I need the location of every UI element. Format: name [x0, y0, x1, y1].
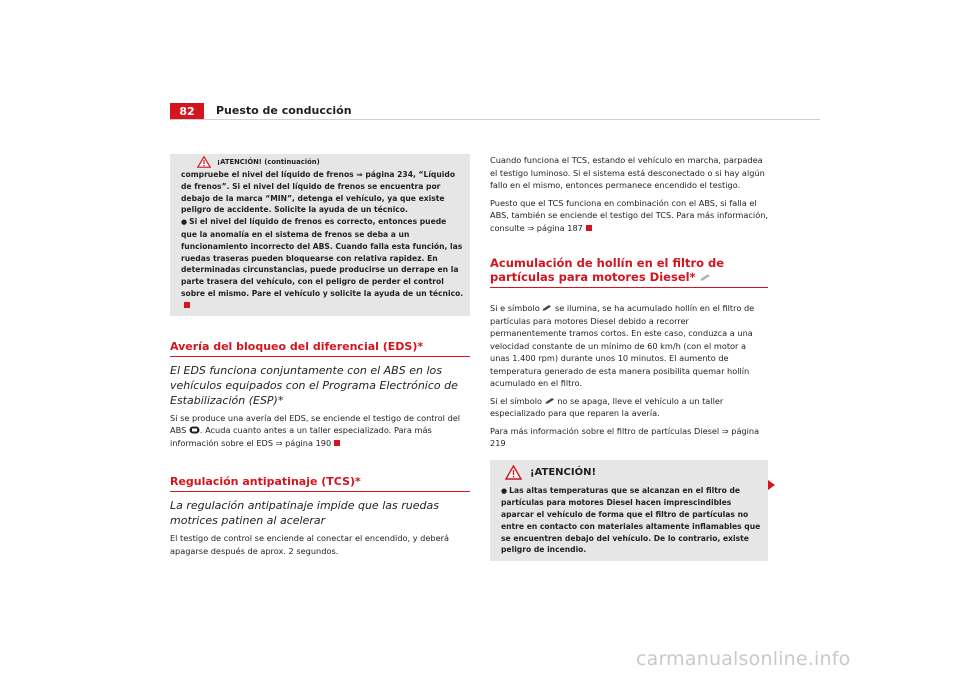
- header-divider: [170, 119, 820, 120]
- diesel-p3: Para más información sobre el filtro de partículas Diesel ⇒ página 219: [490, 425, 760, 448]
- right-column: [490, 154, 768, 561]
- page-number: 82: [170, 103, 204, 120]
- diesel-particulate-filter-icon: [542, 304, 552, 311]
- section-end-icon: [334, 440, 340, 446]
- left-column: [170, 154, 470, 557]
- tcs-heading: Regulación antipatinaje (TCS)*: [170, 475, 470, 492]
- warning-continued-heading: ¡ATENCIÓN! (continuación): [217, 157, 320, 166]
- eds-intro: El EDS funciona conjuntamente con el ABS en los vehículos equipados con el Programa Electrónico de Estabilización (ESP)*: [170, 363, 458, 407]
- warning-triangle-icon: [197, 156, 211, 168]
- eds-body-a: Si se produce una avería del EDS, se enciende el testigo de control del ABS: [170, 412, 461, 436]
- diesel-particulate-filter-icon: [700, 273, 711, 281]
- diesel-p2-a: Si el símbolo: [490, 395, 542, 406]
- eds-heading: Avería del bloqueo del diferencial (EDS)*: [170, 340, 470, 357]
- diesel-p1-a: Si e símbolo: [490, 303, 540, 313]
- section-end-icon: [184, 302, 190, 308]
- watermark: carmanualsonline.info: [636, 648, 851, 670]
- warning-body: [501, 485, 762, 557]
- warning-triangle-icon: [505, 465, 522, 480]
- diesel-particulate-filter-icon: [545, 397, 555, 404]
- diesel-p2-b: no se apaga, lleve el vehículo a un taller especializado para que reparen la avería.: [490, 395, 724, 418]
- bullet-icon: ●: [181, 218, 188, 227]
- section-end-icon: [586, 225, 592, 231]
- diesel-heading: [490, 256, 768, 288]
- tcs-cont-p1: Cuando funciona el TCS, estando el vehículo en marcha, parpadea el testigo luminoso. Si el sistema está desconectado o si hay algún fallo en el mismo, entonces permanece encendido el testigo.: [490, 155, 765, 190]
- eds-body-b: . Acuda cuanto antes a un taller especializado. Para más información sobre el EDS ⇒ página 190: [170, 425, 432, 448]
- warning-box-continued: [170, 154, 470, 316]
- warning-box: [490, 460, 768, 562]
- warning-continued-p2-text: Si el nivel del líquido de frenos es correcto, entonces puede que la anomalía en el sistema de frenos se deba a un funcionamiento incorrecto del ABS. Cuando falla esta función, las ruedas traseras pueden bloquearse con relativa rapidez. En determinadas circunstancias, puede producirse un derrape en la parte trasera del vehículo, con el peligro de perder el control sobre el mismo. Pare el vehículo y solicite la ayuda de un técnico.: [181, 217, 464, 298]
- diesel-p1-b: se ilumina, se ha acumulado hollín en el filtro de partículas para motores Diesel debido a recorrer permanentemente tramos cortos. En este caso, conduzca a una velocidad constante de un mínimo de 60 km/h (con el motor a unas 1.400 rpm) durante unos 10 minutos. El aumento de temperatura generado de esta manera posibilita quemar hollín acumulado en el filtro.: [490, 303, 755, 388]
- warning-body-text: Las altas temperaturas que se alcanzan en el filtro de partículas para motores Diesel hacen imprescindibles aparcar el vehículo de forma que el filtro de partículas no entre en contacto con materiales altamente inflamables que se encuentren debajo del vehículo. De lo contrario, existe peligro de incendio.: [501, 485, 761, 555]
- warning-heading: ¡ATENCIÓN!: [530, 466, 597, 478]
- warning-continued-p1: compruebe el nivel del líquido de frenos ⇒ página 234, “Líquido de frenos”. Si el nivel del líquido de frenos se encuentra por debajo de la marca “MIN”, detenga el vehículo, ya que existe peligro de accidente. Solicite la ayuda de un técnico.: [181, 170, 456, 215]
- bullet-icon: ●: [501, 486, 508, 495]
- tcs-intro: La regulación antipatinaje impide que las ruedas motrices patinen al acelerar: [170, 499, 439, 528]
- tcs-body: El testigo de control se enciende al conectar el encendido, y deberá apagarse después de aprox. 2 segundos.: [170, 533, 450, 556]
- tcs-cont-p2: [490, 197, 768, 235]
- continue-arrow-icon: [768, 480, 775, 490]
- diesel-p1: [490, 302, 768, 390]
- diesel-heading-text: Acumulación de hollín en el filtro de partículas para motores Diesel*: [490, 256, 725, 284]
- tcs-cont-p2-text: Puesto que el TCS funciona en combinación con el ABS, si falla el ABS, también se enciende el testigo del TCS. Para más información, consulte ⇒ página 187: [490, 197, 769, 233]
- diesel-p2: [490, 395, 768, 420]
- abs-warning-lamp-icon: [189, 426, 200, 434]
- warning-box-header: [501, 460, 762, 485]
- eds-body: [170, 412, 470, 450]
- warning-continued-p2: [181, 216, 464, 311]
- warning-box-header: [181, 154, 464, 169]
- page-header-title: Puesto de conducción: [216, 104, 352, 117]
